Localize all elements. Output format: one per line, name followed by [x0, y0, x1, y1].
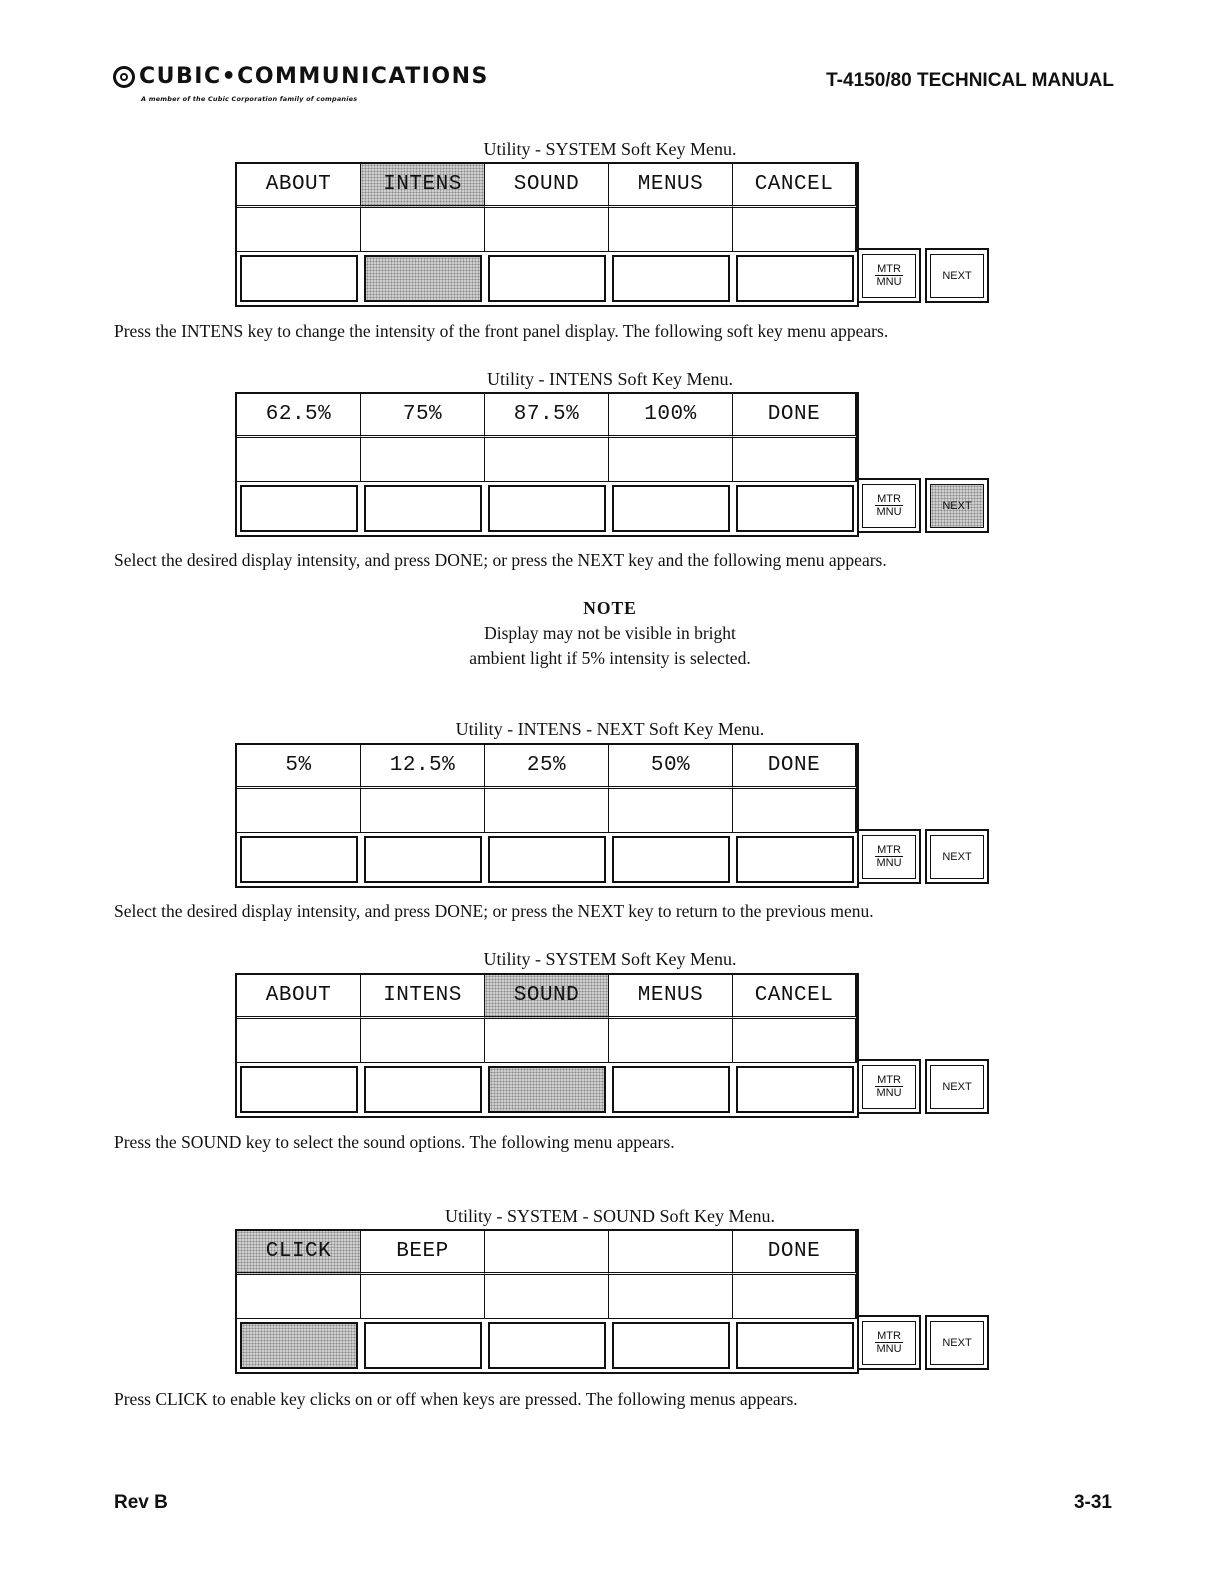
- mnu-label: MNU: [876, 1087, 902, 1099]
- mtr-mnu-key[interactable]: [857, 1059, 921, 1114]
- soft-key-button[interactable]: [488, 1066, 606, 1113]
- soft-key-button-slot: [361, 482, 485, 535]
- soft-key-label: 50%: [609, 745, 733, 789]
- next-key[interactable]: [925, 478, 989, 533]
- soft-key-label-row: [237, 394, 857, 438]
- soft-key-button[interactable]: [612, 836, 730, 883]
- soft-key-blank-cell: [361, 208, 485, 252]
- revision-label: Rev B: [114, 1492, 168, 1513]
- menu-caption: Utility - INTENS Soft Key Menu.: [487, 369, 733, 389]
- next-label: NEXT: [930, 835, 984, 879]
- mtr-label: MTR: [877, 1330, 901, 1342]
- menu-caption: Utility - SYSTEM Soft Key Menu.: [483, 949, 737, 969]
- menu-caption: Utility - SYSTEM Soft Key Menu.: [483, 139, 737, 159]
- paragraph: Select the desired display intensity, and press DONE; or press the NEXT key and the following menu appears.: [114, 550, 887, 570]
- next-label: NEXT: [930, 1065, 984, 1109]
- soft-key-button-row: [237, 1319, 857, 1372]
- paragraph: Press the SOUND key to select the sound options. The following menu appears.: [114, 1132, 675, 1152]
- company-logo: [113, 66, 489, 88]
- soft-key-button-slot: [609, 833, 733, 886]
- page-number: 3-31: [1073, 1492, 1112, 1513]
- soft-key-blank-cell: [485, 1019, 609, 1063]
- soft-key-label-row: [237, 745, 857, 789]
- soft-key-label: CLICK: [237, 1231, 361, 1275]
- menu-caption: Utility - SYSTEM - SOUND Soft Key Menu.: [444, 1206, 775, 1226]
- soft-key-button-slot: [733, 252, 857, 305]
- note-block: [0, 596, 1220, 671]
- soft-key-menu-system: [235, 162, 995, 307]
- soft-key-button-slot: [609, 252, 733, 305]
- mnu-label: MNU: [876, 857, 902, 869]
- soft-key-blank-cell: [361, 1275, 485, 1319]
- soft-key-label-row: [237, 164, 857, 208]
- soft-key-label: ABOUT: [237, 975, 361, 1019]
- soft-key-blank-row: [237, 208, 857, 252]
- soft-key-blank-cell: [485, 789, 609, 833]
- paragraph: Select the desired display intensity, and press DONE; or press the NEXT key to return to the previous menu.: [114, 901, 874, 921]
- soft-key-blank-row: [237, 438, 857, 482]
- soft-key-menu-sound: [235, 1229, 995, 1374]
- soft-key-button-slot: [361, 252, 485, 305]
- mnu-label: MNU: [876, 506, 902, 518]
- soft-key-blank-cell: [237, 1019, 361, 1063]
- soft-key-button[interactable]: [240, 836, 358, 883]
- soft-key-label: CANCEL: [733, 164, 857, 208]
- soft-key-button[interactable]: [736, 1322, 854, 1369]
- mtr-mnu-key[interactable]: [857, 478, 921, 533]
- soft-key-blank-row: [237, 1019, 857, 1063]
- soft-key-button-slot: [361, 1319, 485, 1372]
- next-key[interactable]: [925, 1315, 989, 1370]
- mtr-mnu-key-face: [862, 835, 916, 879]
- paragraph: Press the INTENS key to change the intensity of the front panel display. The following soft key menu appears.: [114, 321, 889, 341]
- soft-key-button[interactable]: [364, 1066, 482, 1113]
- soft-key-button-slot: [609, 1063, 733, 1116]
- soft-key-label: ABOUT: [237, 164, 361, 208]
- soft-key-button[interactable]: [488, 836, 606, 883]
- soft-key-button-slot: [237, 1063, 361, 1116]
- next-label: NEXT: [930, 254, 984, 298]
- soft-key-blank-cell: [733, 208, 857, 252]
- soft-key-label: 100%: [609, 394, 733, 438]
- soft-key-button-slot: [237, 252, 361, 305]
- soft-key-button-slot: [361, 833, 485, 886]
- next-label: NEXT: [930, 484, 984, 528]
- next-label: NEXT: [930, 1321, 984, 1365]
- soft-key-blank-cell: [485, 438, 609, 482]
- soft-key-button[interactable]: [240, 255, 358, 302]
- company-name: CUBIC•COMMUNICATIONS: [139, 64, 489, 89]
- soft-key-button-slot: [485, 1319, 609, 1372]
- soft-key-button-row: [237, 1063, 857, 1116]
- soft-key-menu-intens: [235, 392, 995, 537]
- soft-key-button-slot: [485, 482, 609, 535]
- soft-key-label-row: [237, 975, 857, 1019]
- soft-key-blank-row: [237, 789, 857, 833]
- soft-key-label: MENUS: [609, 164, 733, 208]
- soft-key-blank-cell: [733, 438, 857, 482]
- soft-key-menu-intens-next: [235, 743, 995, 888]
- soft-key-button[interactable]: [612, 1322, 730, 1369]
- soft-key-label: DONE: [733, 394, 857, 438]
- mtr-mnu-key[interactable]: [857, 829, 921, 884]
- soft-key-button[interactable]: [736, 836, 854, 883]
- mtr-label: MTR: [877, 844, 901, 856]
- soft-key-label: 62.5%: [237, 394, 361, 438]
- soft-key-button-slot: [733, 833, 857, 886]
- soft-key-button[interactable]: [488, 255, 606, 302]
- soft-key-label: SOUND: [485, 164, 609, 208]
- mnu-label: MNU: [876, 276, 902, 288]
- soft-key-blank-cell: [361, 438, 485, 482]
- soft-key-grid: [235, 743, 859, 888]
- menu-caption: Utility - INTENS - NEXT Soft Key Menu.: [455, 719, 765, 739]
- soft-key-label-row: [237, 1231, 857, 1275]
- soft-key-label: BEEP: [361, 1231, 485, 1275]
- next-key[interactable]: [925, 829, 989, 884]
- soft-key-grid: [235, 392, 859, 537]
- manual-title: T-4150/80 TECHNICAL MANUAL: [826, 70, 1114, 91]
- soft-key-button-slot: [609, 1319, 733, 1372]
- soft-key-label: INTENS: [361, 975, 485, 1019]
- soft-key-grid: [235, 973, 859, 1118]
- soft-key-blank-cell: [733, 789, 857, 833]
- soft-key-blank-cell: [237, 789, 361, 833]
- soft-key-button-slot: [485, 1063, 609, 1116]
- mtr-label: MTR: [877, 263, 901, 275]
- soft-key-button[interactable]: [488, 485, 606, 532]
- soft-key-button-slot: [733, 1063, 857, 1116]
- soft-key-button[interactable]: [612, 485, 730, 532]
- soft-key-button-row: [237, 482, 857, 535]
- soft-key-label: [609, 1231, 733, 1275]
- mtr-mnu-key[interactable]: [857, 248, 921, 303]
- soft-key-label: 87.5%: [485, 394, 609, 438]
- side-keys: [857, 1059, 989, 1114]
- soft-key-label: MENUS: [609, 975, 733, 1019]
- soft-key-blank-cell: [609, 1275, 733, 1319]
- soft-key-button-slot: [237, 1319, 361, 1372]
- soft-key-button-slot: [237, 482, 361, 535]
- soft-key-label: 75%: [361, 394, 485, 438]
- soft-key-button[interactable]: [736, 255, 854, 302]
- soft-key-button[interactable]: [240, 485, 358, 532]
- side-keys: [857, 478, 989, 533]
- soft-key-button[interactable]: [612, 255, 730, 302]
- note-line: ambient light if 5% intensity is selected.: [469, 648, 751, 668]
- soft-key-blank-cell: [609, 208, 733, 252]
- soft-key-button-slot: [485, 252, 609, 305]
- soft-key-button[interactable]: [612, 1066, 730, 1113]
- soft-key-button-slot: [485, 833, 609, 886]
- soft-key-button[interactable]: [364, 485, 482, 532]
- soft-key-blank-cell: [485, 208, 609, 252]
- soft-key-button[interactable]: [364, 836, 482, 883]
- mtr-label: MTR: [877, 1074, 901, 1086]
- soft-key-grid: [235, 162, 859, 307]
- side-keys: [857, 1315, 989, 1370]
- soft-key-blank-cell: [609, 789, 733, 833]
- next-key[interactable]: [925, 1059, 989, 1114]
- soft-key-blank-cell: [609, 1019, 733, 1063]
- soft-key-grid: [235, 1229, 859, 1374]
- soft-key-button-slot: [361, 1063, 485, 1116]
- soft-key-label: 25%: [485, 745, 609, 789]
- soft-key-button-slot: [733, 482, 857, 535]
- note-line: Display may not be visible in bright: [484, 623, 736, 643]
- soft-key-button-row: [237, 252, 857, 305]
- soft-key-button-slot: [609, 482, 733, 535]
- soft-key-button[interactable]: [240, 1322, 358, 1369]
- soft-key-label: DONE: [733, 1231, 857, 1275]
- soft-key-label: [485, 1231, 609, 1275]
- soft-key-blank-cell: [237, 1275, 361, 1319]
- soft-key-label: 12.5%: [361, 745, 485, 789]
- soft-key-button-row: [237, 833, 857, 886]
- soft-key-label: INTENS: [361, 164, 485, 208]
- side-keys: [857, 248, 989, 303]
- cubic-logo-icon: [113, 66, 135, 88]
- soft-key-button[interactable]: [364, 1322, 482, 1369]
- soft-key-label: CANCEL: [733, 975, 857, 1019]
- mtr-mnu-key-face: [862, 1321, 916, 1365]
- soft-key-blank-cell: [237, 438, 361, 482]
- mtr-label: MTR: [877, 493, 901, 505]
- soft-key-menu-system-sound-selected: [235, 973, 995, 1118]
- soft-key-blank-cell: [237, 208, 361, 252]
- company-tagline: A member of the Cubic Corporation family of companies: [141, 95, 358, 103]
- soft-key-blank-cell: [361, 789, 485, 833]
- mtr-mnu-key-face: [862, 484, 916, 528]
- soft-key-blank-cell: [485, 1275, 609, 1319]
- soft-key-label: 5%: [237, 745, 361, 789]
- mtr-mnu-key-face: [862, 254, 916, 298]
- soft-key-button[interactable]: [736, 485, 854, 532]
- mtr-mnu-key-face: [862, 1065, 916, 1109]
- soft-key-button[interactable]: [736, 1066, 854, 1113]
- note-title: NOTE: [583, 598, 637, 618]
- paragraph: Press CLICK to enable key clicks on or off when keys are pressed. The following menus appears.: [114, 1389, 798, 1409]
- side-keys: [857, 829, 989, 884]
- soft-key-button[interactable]: [240, 1066, 358, 1113]
- next-key[interactable]: [925, 248, 989, 303]
- soft-key-label: SOUND: [485, 975, 609, 1019]
- mnu-label: MNU: [876, 1343, 902, 1355]
- soft-key-blank-cell: [733, 1275, 857, 1319]
- soft-key-button[interactable]: [364, 255, 482, 302]
- soft-key-blank-cell: [733, 1019, 857, 1063]
- soft-key-button[interactable]: [488, 1322, 606, 1369]
- soft-key-label: DONE: [733, 745, 857, 789]
- soft-key-button-slot: [237, 833, 361, 886]
- mtr-mnu-key[interactable]: [857, 1315, 921, 1370]
- soft-key-blank-cell: [609, 438, 733, 482]
- soft-key-blank-row: [237, 1275, 857, 1319]
- soft-key-button-slot: [733, 1319, 857, 1372]
- soft-key-blank-cell: [361, 1019, 485, 1063]
